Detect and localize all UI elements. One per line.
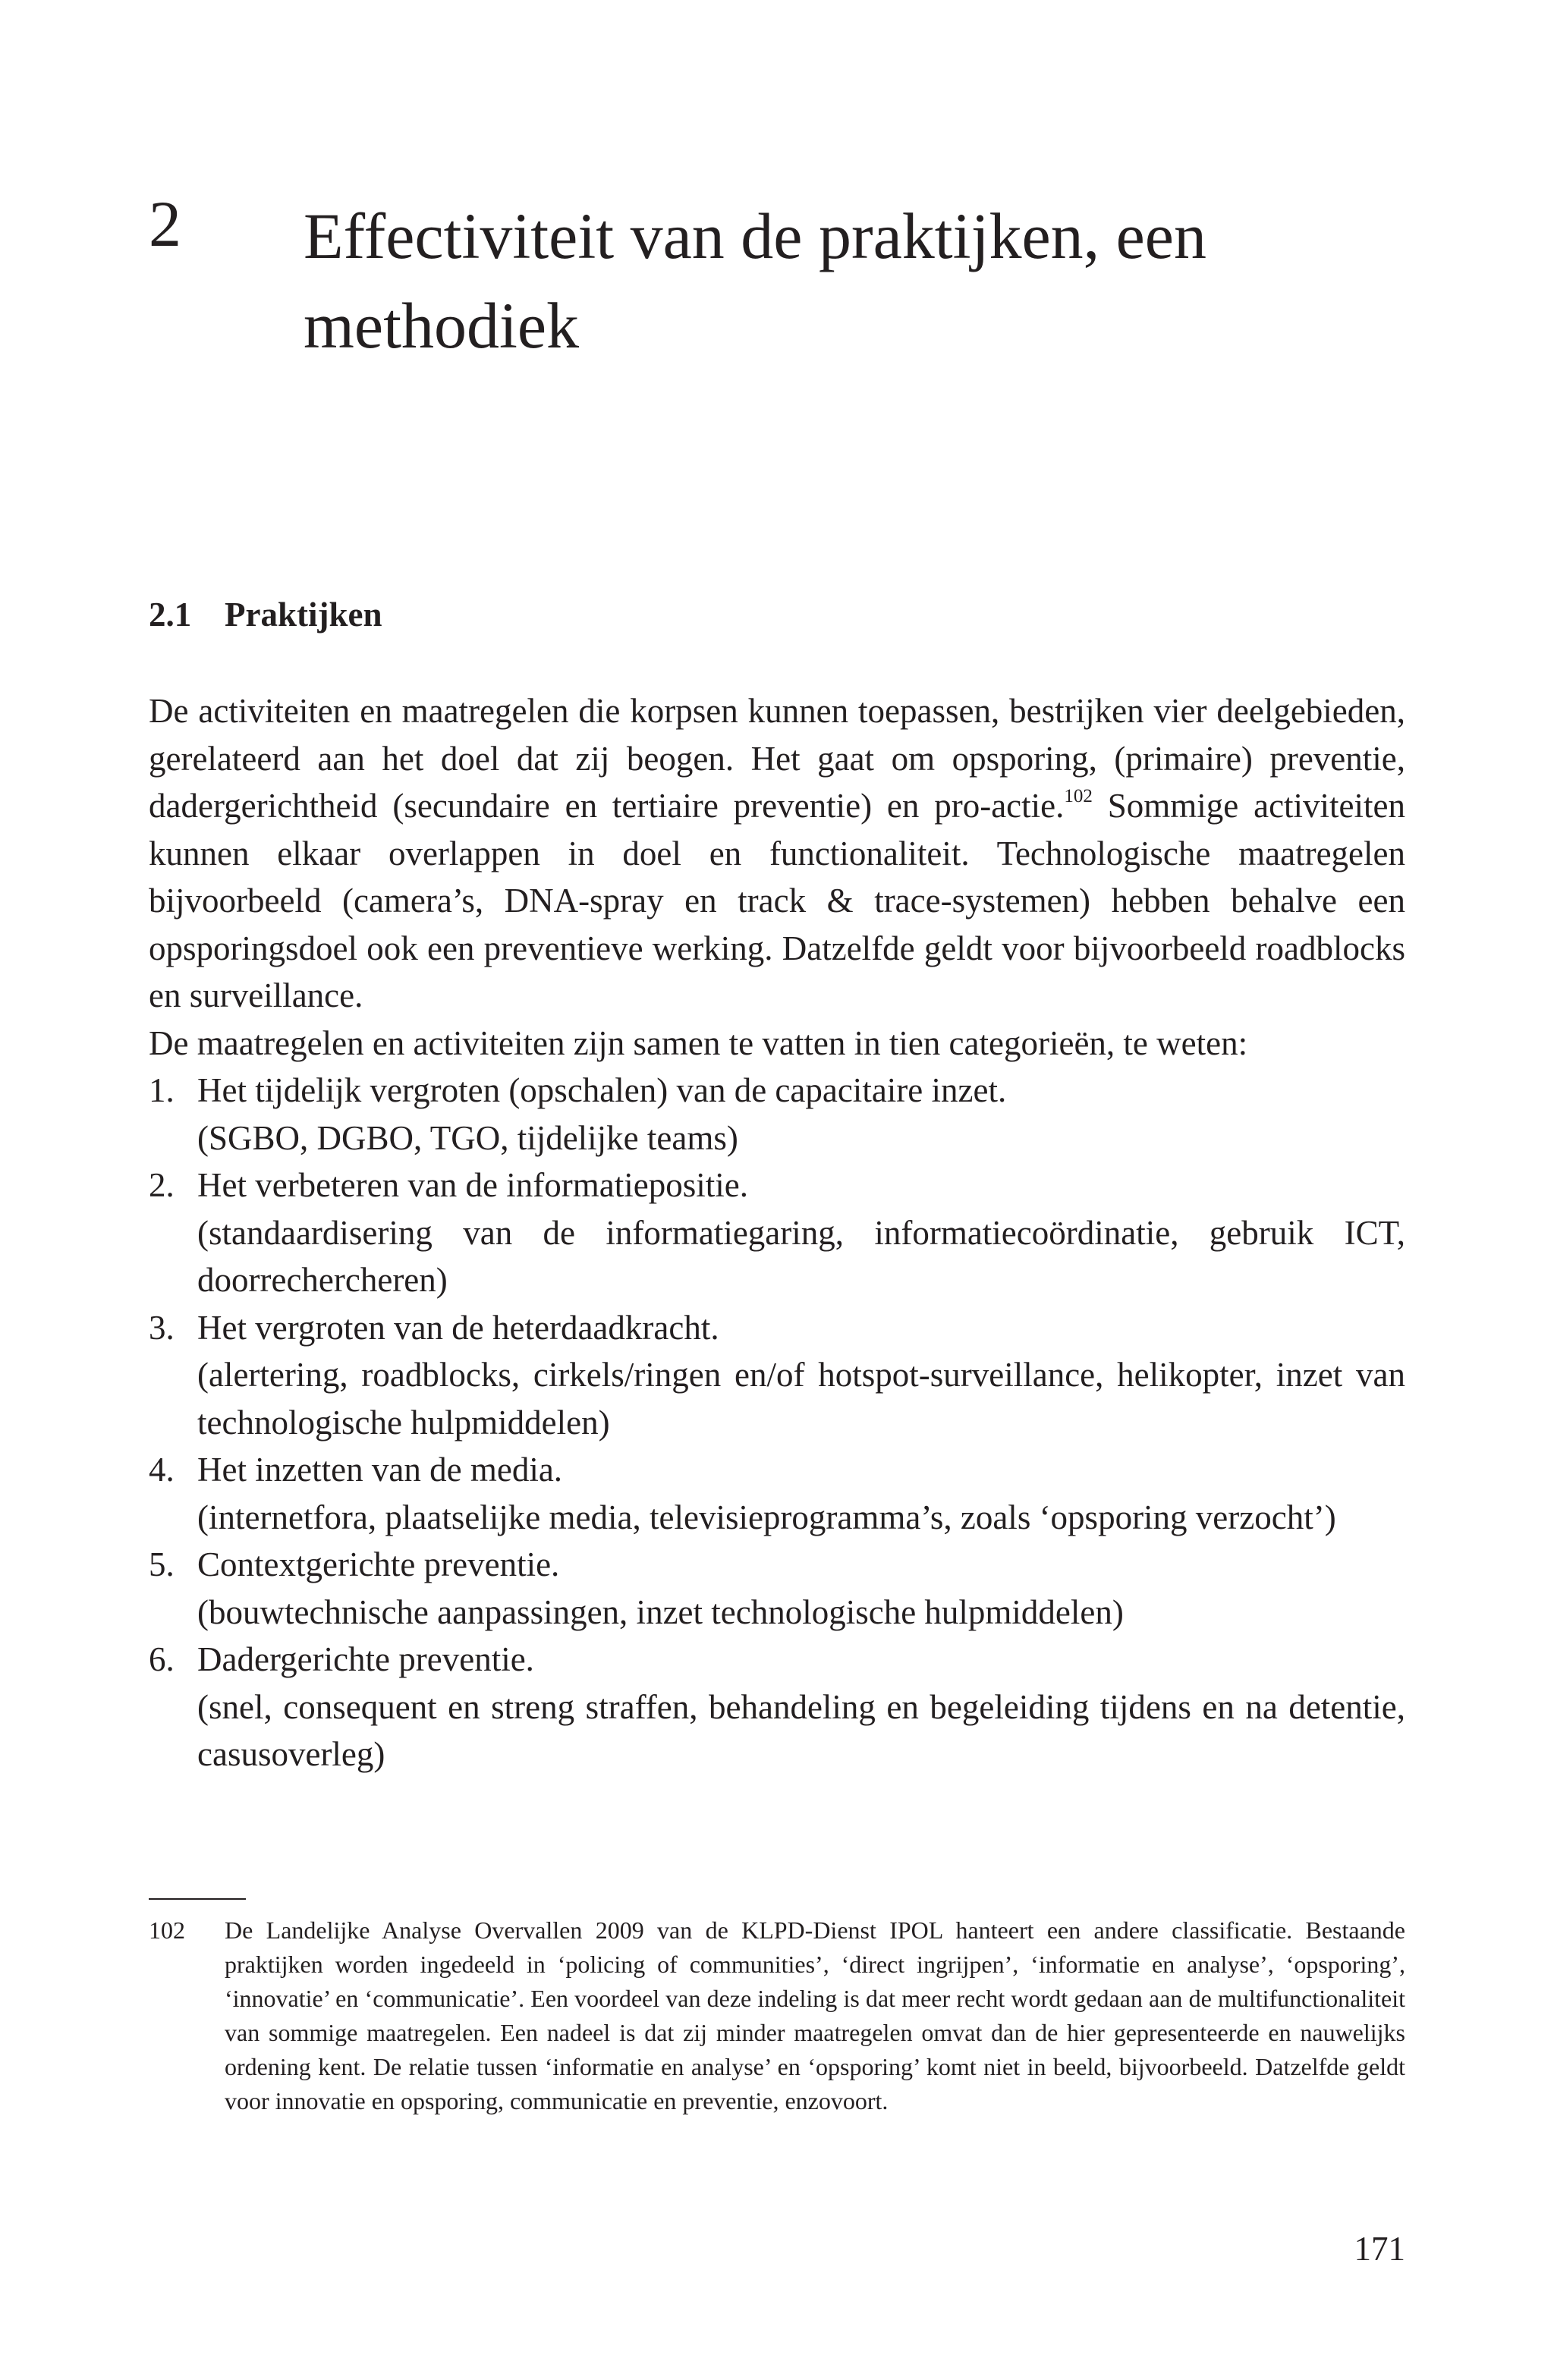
- list-item-title: Het inzetten van de media.: [197, 1451, 563, 1489]
- list-intro: De maatregelen en activiteiten zijn samen te vatten in tien categorieën, te weten:: [149, 1023, 1248, 1062]
- chapter-title: Effectiviteit van de praktijken, een methodiek: [304, 200, 1206, 362]
- list-item-title: Het tijdelijk vergroten (opschalen) van de capacitaire inzet.: [197, 1071, 1007, 1109]
- list-item-title: Het verbeteren van de informatiepositie.: [197, 1166, 748, 1204]
- list-item-number: 3.: [149, 1308, 175, 1347]
- list-item-detail: (snel, consequent en streng straffen, behandeling en begeleiding tijdens en na detentie, casusoverleg): [197, 1687, 1405, 1773]
- list-item-number: 1.: [149, 1071, 175, 1109]
- footnote-divider: [149, 1898, 246, 1900]
- body-text: [149, 687, 1405, 1778]
- category-list: [149, 1067, 1405, 1778]
- section-heading: [149, 598, 382, 632]
- list-item: [149, 1162, 1405, 1304]
- footnote: [149, 1913, 1405, 2118]
- list-item-number: 2.: [149, 1166, 175, 1204]
- list-item-detail: (SGBO, DGBO, TGO, tijdelijke teams): [197, 1118, 738, 1157]
- list-item-number: 6.: [149, 1640, 175, 1678]
- chapter-number: 2: [149, 187, 181, 260]
- list-item-number: 5.: [149, 1545, 175, 1583]
- list-item-title: Het vergroten van de heterdaadkracht.: [197, 1308, 719, 1347]
- footnote-number: 102: [149, 1916, 185, 1944]
- list-item-detail: (bouwtechnische aanpassingen, inzet technologische hulpmiddelen): [197, 1592, 1124, 1631]
- footnote-text: De Landelijke Analyse Overvallen 2009 van de KLPD-Dienst IPOL hanteert een andere classificatie. Bestaande praktijken worden ingedeeld in ‘policing of communities’, ‘direct ingrijpen’, ‘informatie en analyse’, ‘opsporing’, ‘innovatie’ en ‘communicatie’. Een voordeel van deze indeling is dat meer recht wordt gedaan aan de multifunctionaliteit van sommige maatregelen. Een nadeel is dat zij minder maatregelen omvat dan de hier gepresenteerde en nauwelijks ordening kent. De relatie tussen ‘informatie en analyse’ en ‘opsporing’ komt niet in beeld, bijvoorbeeld. Datzelfde geldt voor innovatie en opsporing, communicatie en preventie, enzovoort.: [225, 1916, 1405, 2114]
- intro-paragraph: [149, 687, 1405, 1020]
- list-item: [149, 1304, 1405, 1447]
- list-item-detail: (standaardisering van de informatiegaring, informatiecoördinatie, gebruik ICT, doorrechercheren): [197, 1213, 1405, 1299]
- intro-text-after-note: Sommige activiteiten kunnen elkaar overlappen in doel en functionaliteit. Technologische maatregelen bijvoorbeeld (camera’s, DNA-spray en track & trace-systemen) hebben behalve een opsporingsdoel ook een preventieve werking. Datzelfde geldt voor bijvoorbeeld roadblocks en surveillance.: [149, 787, 1406, 1014]
- list-item: [149, 1541, 1405, 1636]
- list-item: [149, 1636, 1405, 1778]
- section-title: Praktijken: [225, 596, 382, 634]
- list-item-title: Contextgerichte preventie.: [197, 1545, 560, 1583]
- list-item: [149, 1067, 1405, 1162]
- list-item-detail: (alertering, roadblocks, cirkels/ringen en/of hotspot-surveillance, helikopter, inzet van technologische hulpmiddelen): [197, 1356, 1405, 1442]
- list-item-number: 4.: [149, 1451, 175, 1489]
- list-item: [149, 1446, 1405, 1541]
- list-item-title: Dadergerichte preventie.: [197, 1640, 534, 1678]
- page-number: 171: [1354, 2230, 1405, 2268]
- list-item-detail: (internetfora, plaatselijke media, televisieprogramma’s, zoals ‘opsporing verzocht’): [197, 1498, 1336, 1536]
- footnote-reference[interactable]: 102: [1064, 786, 1093, 806]
- section-number: 2.1: [149, 596, 192, 634]
- intro-text-before-note: De activiteiten en maatregelen die korpsen kunnen toepassen, bestrijken vier deelgebieden, gerelateerd aan het doel dat zij beogen. Het gaat om opsporing, (primaire) preventie, dadergerichtheid (secundaire en tertiaire preventie) en pro-actie.: [149, 692, 1405, 825]
